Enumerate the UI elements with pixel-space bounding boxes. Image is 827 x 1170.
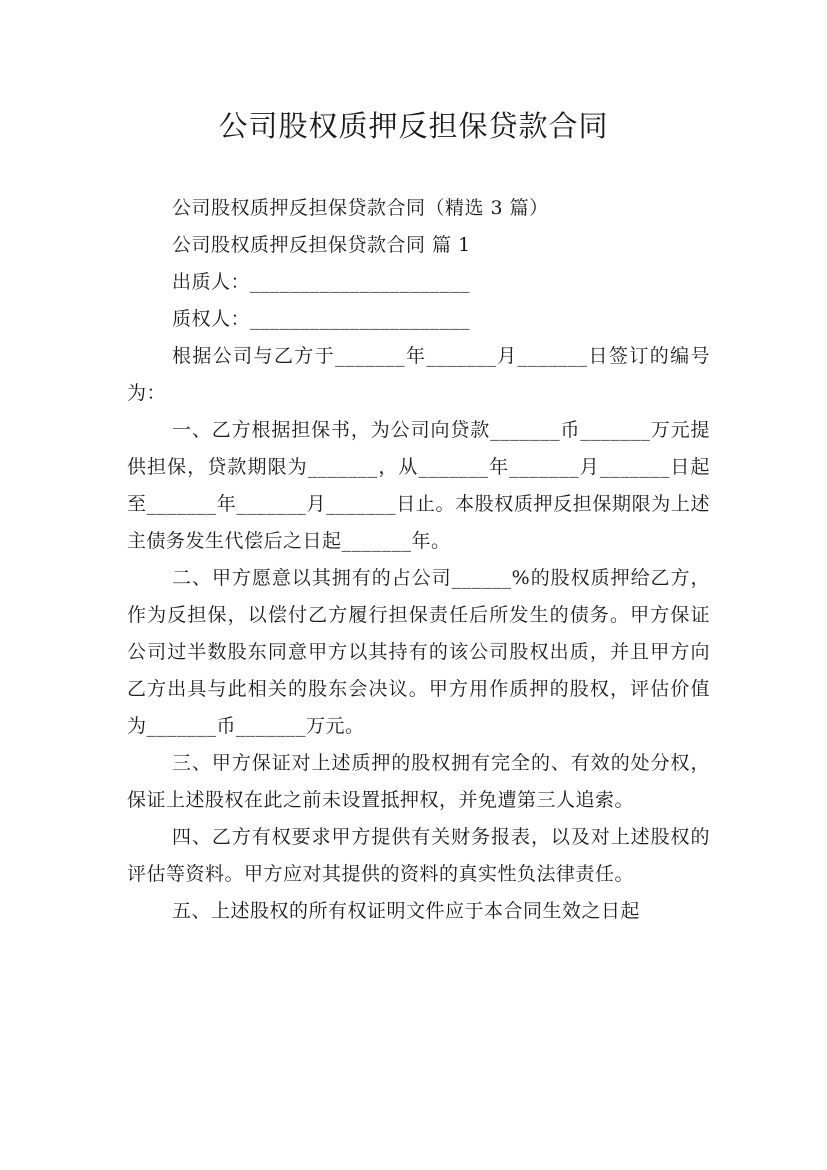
document-title: 公司股权质押反担保贷款合同 xyxy=(218,109,609,143)
document-body xyxy=(127,190,710,930)
paragraph-5: 五、上述股权的所有权证明文件应于本合同生效之日起 xyxy=(172,900,641,922)
pledgor-line: 出质人：______________________ xyxy=(172,271,471,293)
paragraph-1: 一、乙方根据担保书，为公司向贷款_______币_______万元提供担保，贷款期限为_______，从_______年_______月_______日起至_______年_______月_______日止。本股权质押反担保期限为上述主债务发生代偿后之日起_______年。 xyxy=(127,419,710,552)
pledgee-line: 质权人：______________________ xyxy=(172,308,471,330)
paragraph-2: 二、甲方愿意以其拥有的占公司______%的股权质押给乙方，作为反担保，以偿付乙方履行担保责任后所发生的债务。甲方保证公司过半数股东同意甲方以其持有的该公司股权出质，并且甲方向乙方出具与此相关的股东会决议。甲方用作质押的股权，评估价值为_______币_______万元。 xyxy=(127,567,710,737)
subtitle-line: 公司股权质押反担保贷款合同（精选 3 篇） xyxy=(172,197,549,219)
paragraph-intro: 根据公司与乙方于_______年_______月_______日签订的编号为： xyxy=(127,345,710,404)
paragraph-3: 三、甲方保证对上述质押的股权拥有完全的、有效的处分权，保证上述股权在此之前未设置抵押权，并免遭第三人追索。 xyxy=(127,752,710,811)
paragraph-4: 四、乙方有权要求甲方提供有关财务报表，以及对上述股权的评估等资料。甲方应对其提供的资料的真实性负法律责任。 xyxy=(127,826,710,885)
part-heading: 公司股权质押反担保贷款合同 篇 1 xyxy=(172,234,471,256)
